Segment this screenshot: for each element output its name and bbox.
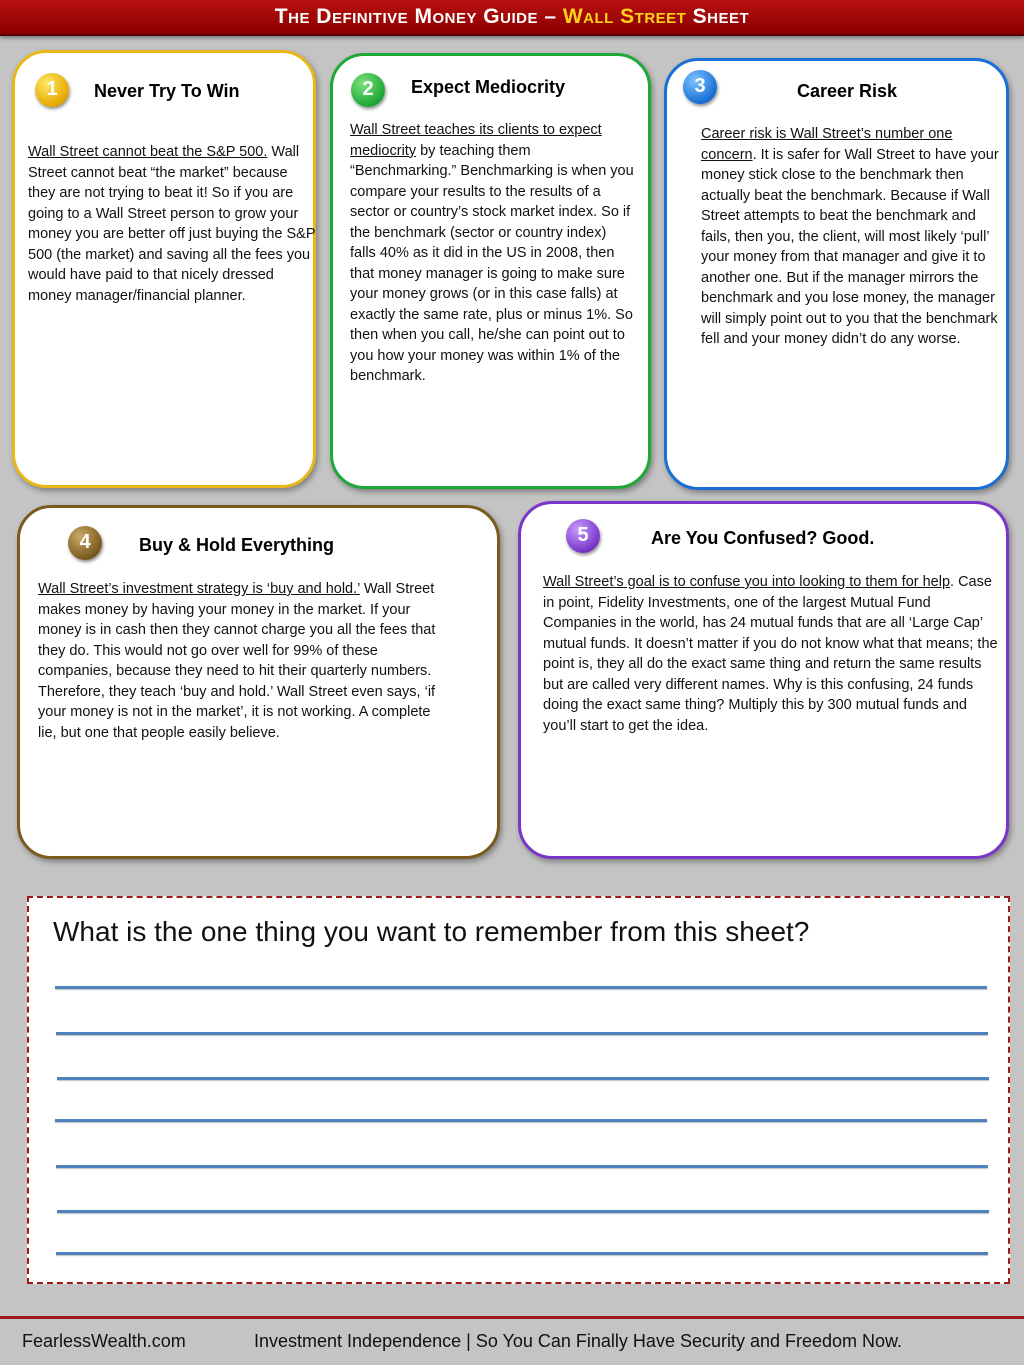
card-title: Buy & Hold Everything [139,535,335,555]
card-never-try-to-win [12,50,316,488]
number-badge: 5 [566,519,600,553]
card-career-risk [664,58,1009,490]
title-text-1: The Definitive Money Guide – [274,5,563,28]
title-text-2: Sheet [686,5,750,28]
card-title: Never Try To Win [94,81,240,101]
card-text: Wall Street makes money by having your money in the market. If your money is in cash then they cannot charge you all the fees that they do. This would not go over well for 99% of these companies, because they need to hit their quarterly numbers. Therefore, they teach ‘buy and hold.’ Wall Street even says, ‘if your money is not in the market’, it is not working. A complete lie, but one that people easily believe. [38,581,436,741]
footer-tagline: Investment Independence | So You Can Finally Have Security and Freedom Now. [254,1331,903,1351]
card-lead: Wall Street cannot beat the S&P 500. [28,144,268,160]
card-expect-mediocrity [330,53,651,489]
card-are-you-confused [518,501,1009,859]
footer-site-link[interactable]: FearlessWealth.com [22,1331,186,1351]
card-lead: Wall Street’s investment strategy is ‘buy and hold.’ [38,581,360,597]
writing-line[interactable] [56,1165,988,1168]
writing-line[interactable] [55,986,987,989]
card-body [350,120,635,387]
footer-divider [0,1316,1024,1319]
card-title: Are You Confused? Good. [651,528,875,548]
number-badge: 3 [683,70,717,104]
card-text: . It is safer for Wall Street to have your money stick close to the benchmark then actually beat the benchmark. Because if Wall Street attempts to beat the benchmark and fails, then you, the client, will most likely ‘pull’ your money from that manager and give it to another one. But if the manager mirrors the benchmark and you lose money, the manager will simply point out to you that the benchmark fell and your money didn’t do any worse. [701,146,999,347]
card-title: Expect Mediocrity [411,77,566,97]
writing-line[interactable] [55,1119,987,1122]
card-body [543,572,1003,736]
title-highlight: Wall Street [562,5,687,28]
card-lead: Wall Street teaches its clients to expect mediocrity [350,122,602,159]
card-title: Career Risk [797,81,898,101]
writing-line[interactable] [56,1032,988,1035]
card-body [38,579,450,743]
card-body [701,124,1001,350]
card-buy-and-hold [17,505,500,859]
footer [0,1320,1024,1365]
card-text: Wall Street cannot beat “the market” because they are not trying to beat it! So if you are going to a Wall Street person to grow your money you are better off just buying the S&P 500 (the market) and saving all the fees you would have paid to that nicely dressed money manager/financial planner. [28,144,316,304]
card-lead: Wall Street’s goal is to confuse you into looking to them for help [543,574,951,590]
writing-line[interactable] [56,1252,988,1255]
notes-question: What is the one thing you want to remember from this sheet? [53,916,810,947]
number-badge: 1 [35,73,69,107]
writing-line[interactable] [57,1210,989,1213]
card-text: . Case in point, Fidelity Investments, one of the largest Mutual Fund Companies in the world, has 24 mutual funds that are all ‘Large Cap’ mutual funds. It doesn’t matter if you do not know what that means; the point is, they all do the exact same thing and return the same results but are called very different names. Why is this confusing, 24 funds doing the exact same thing? Multiply this by 300 mutual funds and you’ll start to get the idea. [543,574,998,734]
notes-box [27,896,1010,1284]
card-text: by teaching them “Benchmarking.” Benchmarking is when you compare your results to the results of a sector or country’s stock market index. So if the benchmark (sector or country index) falls 40% as it did in the US in 2008, then that money manager is going to make sure your money grows (or in this case falls) at exactly the same rate, plus or minus 1%. So then when you call, he/she can point out to you how your money was within 1% of the benchmark. [350,142,634,384]
card-lead: Career risk is Wall Street’s number one concern [701,126,953,163]
number-badge: 2 [351,73,385,107]
number-badge: 4 [68,526,102,560]
card-body [28,142,316,306]
page-title [0,0,1024,36]
writing-line[interactable] [57,1077,989,1080]
